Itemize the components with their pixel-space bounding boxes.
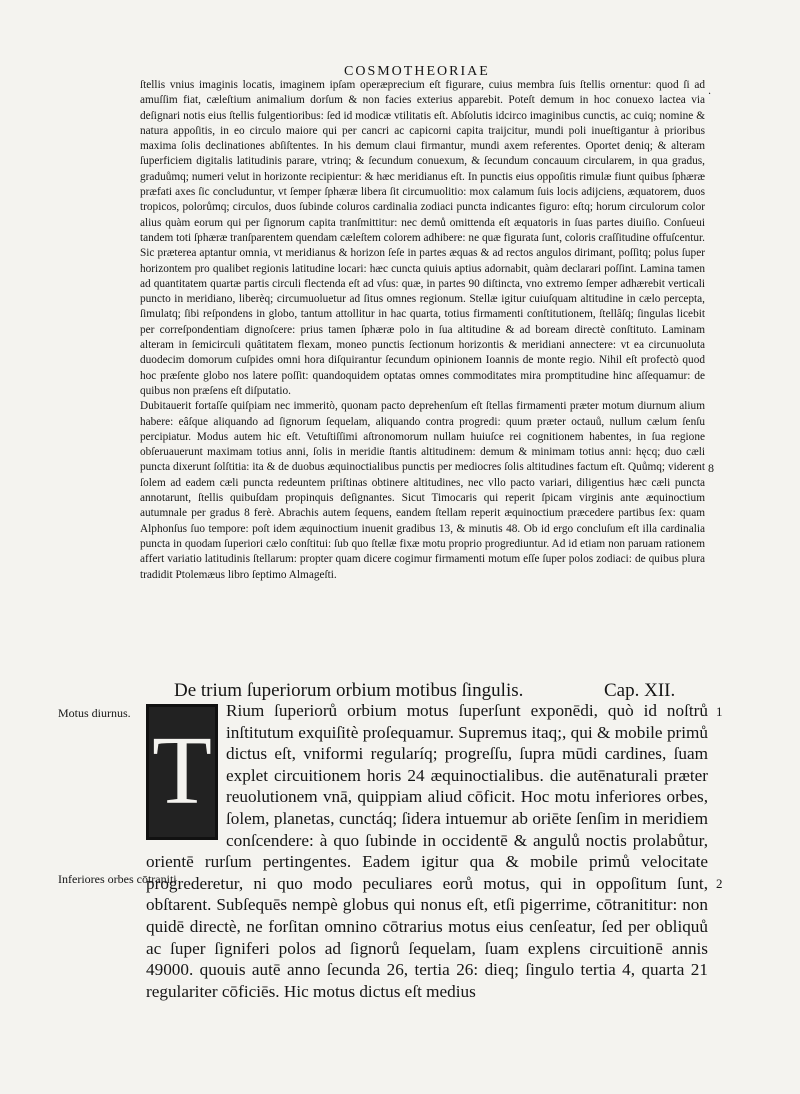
margin-note-inferiores: Inferiores orbes cōtraniti (58, 872, 177, 886)
top-text-block (140, 78, 705, 583)
margin-mark: · (708, 89, 712, 100)
top-paragraph: ſtellis vnius imaginis locatis, imaginem ipſam operæprecium eſt figurare, cuius membra ſuis ſtellis ornentur: quod ſi ad amuſſim fiat, cæleſtium animalium dorſum & non facies exterius apparebit. Poteſt demum in hoc conuexo lactea via deſignari notis eius ſtellis fulgentioribus: ſed id modicæ vtilitatis eſt. Abſolutis idcirco imaginibus cunctis, ac cuiq; nomine & natura appoſitis, in eo circulo maiore qui per cancri ac capicorni capita traijcitur, mundi poli inueſtigantur à prioribus maxima ſolis declinationes abſiſtentes. In his demum claui firmantur, mundi axem referentes. Oportet deniq; & alteram ſuperficiem digitalis latitudinis parare, vtrinq; & ſecundum conuexum, & ſecundum concauum circularem, in qua gradus, graduůmq; numeri velut in horizonte recipientur: & hæc meridianus eſt. In punctis eius oppoſitis rimulæ fiunt quibus ſphæræ præfati axes ſic concluduntur, vt ſemper ſphæræ libera ſit circumuolitio: mox calamum ſuis locis adijciens, æquatorem, duos tropicos, polorůmq; circulos, duos ſubinde coluros cardinalia zodiaci puncta indicantes figuro: eſtq; horum circulorum color alius quàm eorum qui per ſignorum capita tranſmittitur: nec demů omittenda eſt æquatoris in ſuas partes diuiſio. Conſueui tandem toti ſphæræ tranſparentem quendam cæleſtem colorem adhibere: ne quæ figurata ſunt, coloris craſſitudine offuſcentur. Sic præterea aptantur omnia, vt meridianus & horizon ſeſe in partes æquas & ad rectos angulos dirimant, poſſitq; polus ſuper horizontem pro qualibet regionis latitudine locari: hæc cuncta quiuis aptius adornabit, quàm declarari poſſint. Lamina tamen ad quantitatem quartæ partis circuli flectenda eſt ad vſus: quæ, in partes 90 diſtincta, vno extremo ſemper adhærebit verticali puncto in meridiano, liberèq; circumuoluetur ad ſitus omnes regionum. Stellæ igitur cuiuſquam altitudine in cælo percepta, ſimulatq; ſibi reſpondens in globo, tantum attollitur in hac quarta, totius firmamenti conſtitutionem, ſtellâſq; ſingulas licebit per correſpondentiam dignoſcere: prius tamen ſphæræ polo in ſua altitudine & ad boream directè conſtituto. Laminam alteram in ſemicirculi quâtitatem flexam, moneo punctis ſectionum horizontis & meridiani annectere: vt ea circunuoluta duodecim domorum cuſpides omni hora diſquirantur ſecundum opinionem Ioannis de monte regio. Nihil eſt profectò quod hoc præſente globo nos latere poſſit: quandoquidem optatas omnes commoditates mira promptitudine hinc aſſequamur: de quibus non præſens eſt diſputatio. (140, 79, 705, 397)
main-text-block (146, 700, 708, 1002)
running-header: COSMOTHEORIAE (344, 64, 490, 79)
top-paragraph-2: Dubitauerit fortaſſe quiſpiam nec immeritò, quonam pacto deprehenſum eſt ſtellas firmamenti præter motum diurnum alium habere: eâſque aliquando ad ſignorum ſequelam, aliquando contra progredi: quum præter octauů, nullum cælum ſenſu percipiatur. Modus autem hic eſt. Vetuſtiſſimi aſtronomorum nullam huiuſce rei cognitionem habentes, in ſua regione obſeruauerunt maximam totius anni, ſolis in meridie ſtantis altitudinem: demum & minimam totius anni: hęcq; duo cæli puncta dixerunt ſolſtitia: ita & de duobus æquinoctialibus punctis per mediocres ſolis altitudines factum eſt. Quůmq; viderent ſolem ad eadem cæli puncta redeuntem priſtinas obtinere altitudines, nec vllo pacto variari, diligentius hæc cæli puncta annotarunt, ſtellis quibuſdam propinquis deſignantes. Sicut Timocaris qui reperit ſpicam virginis ante æquinoctium autumnale per gradus 8 ferè. Abrachis autem ſequens, eandem ſtellam reperit æquinoctium præcedere partibus ſex: quam Alphonſus ſuo tempore: poſt idem æquinoctium inuenit gradibus 13, & minutis 48. Ob id ergo concluſum eſt illa cardinalia puncta in quodam ſuperiori cælo conſtitui: ſub quo ſtellæ fixæ motu proprio progrediuntur. Ad id etiam non paruam rationem affert variatio latitudinis ſtellarum: propter quam dicere cogimur firmamenti motum eſſe ſuper polos zodiaci: de quibus plura tradidit Ptolemæus libro ſeptimo Almageſti. (140, 400, 705, 581)
side-number-2: 2 (716, 876, 723, 891)
side-number-1: 1 (716, 704, 723, 719)
chapter-heading (174, 680, 714, 702)
main-paragraph: Rium ſuperiorů orbium motus ſuperſunt exponēdi, quò id noſtrů inſtitutum exquiſitè proſequamur. Supremus itaq;, qui & mobile primů dictus eſt, vniformi regularíq; progreſſu, ſupra mūdi cardines, ſuam explet circuitionem horis 24 æquinoctialibus. die autēnaturali præter reuolutionem vnā, quippiam aliud cōficit. Hoc motu inferiores orbes, ſolem, planetas, cunctáq; ſidera intuemur ab oriēte ſenſim in meridiem conſcendere: à quo ſubinde in occidentē & angulů noctis prolabůtur, orientē rurſum pertingentes. Eadem igitur qua & mobile primů velocitate progrederetur, ni quo modo peculiares eorů motus, qui in oppoſitum ſunt, obſtarent. Subſequēs nempè globus qui nonus eſt, etſi pigerrime, cōtranititur: non quidē directè, ne forſitan omnino cōtrarius motus eius cenſeatur, ſed per obliquů ac ſuper ſigniferi polos ad ſignorů ſequelam, ſuam explens circuitionē annis 49000. quouis autē anno ſecunda 26, tertia 26: dieq; ſingulo tertia 4, quarta 21 regulariter cōficiēs. Hic motus dictus eſt medius (146, 701, 708, 1001)
chapter-number: Cap. XII. (604, 680, 676, 701)
side-note-8: 8 (708, 461, 714, 475)
decorated-initial: T (146, 704, 218, 840)
chapter-title: De trium ſuperiorum orbium motibus ſingulis. (174, 680, 524, 701)
margin-note-motus-diurnus: Motus diurnus. (58, 706, 131, 720)
